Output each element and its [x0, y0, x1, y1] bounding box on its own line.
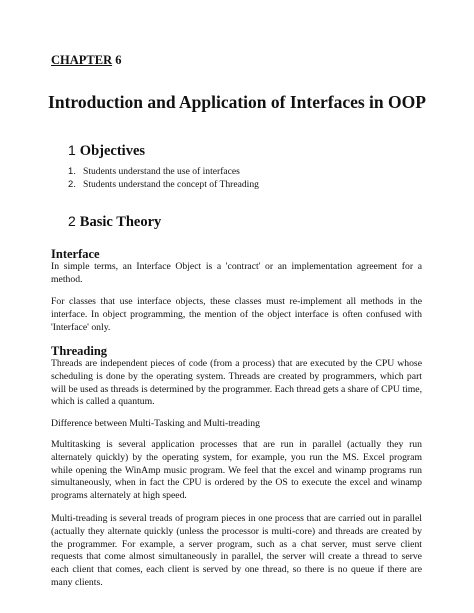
chapter-word: CHAPTER: [51, 53, 113, 67]
paragraph: In simple terms, an Interface Object is a 'contract' or an implementation agreement for a method.: [51, 261, 422, 285]
section-number: 1: [68, 142, 76, 158]
paragraph: For classes that use interface objects, these classes must re-implement all methods in the interface. In object programming, the mention of the object interface is often confused with 'Interface' only.: [51, 296, 422, 333]
list-item-text: Students understand the concept of Threading: [83, 179, 259, 190]
list-item: [68, 177, 259, 190]
section-number: 2: [68, 213, 76, 229]
document-title: Introduction and Application of Interfaces in OOP: [48, 92, 426, 112]
section-heading-objectives: [68, 142, 145, 160]
paragraph: Multi-treading is several treads of program pieces in one process that are carried out in parallel (actually they alternate quickly (unless the processor is multi-core) and threads are created by the programmer. For example, a server program, such as a chat server, must serve client requests that come almost simultaneously in parallel, the server will create a thread to serve each client that comes, each client is served by one thread, so there is no queue if there are many clients.: [51, 513, 422, 588]
paragraph: Multitasking is several application processes that are run in parallel (actually they run alternately quickly) by the operating system, for example, you run the MS. Excel program while opening the WinAmp music program. We feel that the excel and winamp programs run simultaneously, when in fact the CPU is ordered by the OS to execute the excel and winamp programs alternately at high speed.: [51, 439, 422, 502]
list-item-number: 1.: [68, 165, 76, 176]
paragraph: Threads are independent pieces of code (from a process) that are executed by the CPU whose scheduling is done by the operating system. Threads are created by programmers, which part will be used as threads is determined by the programmer. Each thread gets a share of CPU time, which is called a quantum.: [51, 358, 422, 408]
section-heading-basic-theory: [68, 213, 161, 231]
section-title: Objectives: [79, 143, 146, 159]
objectives-list: [68, 164, 259, 190]
list-item: [68, 164, 259, 177]
list-item-text: Students understand the use of interfaces: [83, 166, 240, 177]
subheading-interface: Interface: [51, 247, 100, 261]
chapter-label: [51, 53, 122, 68]
list-item-number: 2.: [68, 178, 76, 189]
section-title: Basic Theory: [79, 214, 162, 230]
paragraph: Difference between Multi-Tasking and Multi-treading: [51, 418, 260, 429]
subheading-threading: Threading: [51, 344, 108, 358]
chapter-number: 6: [112, 53, 122, 67]
